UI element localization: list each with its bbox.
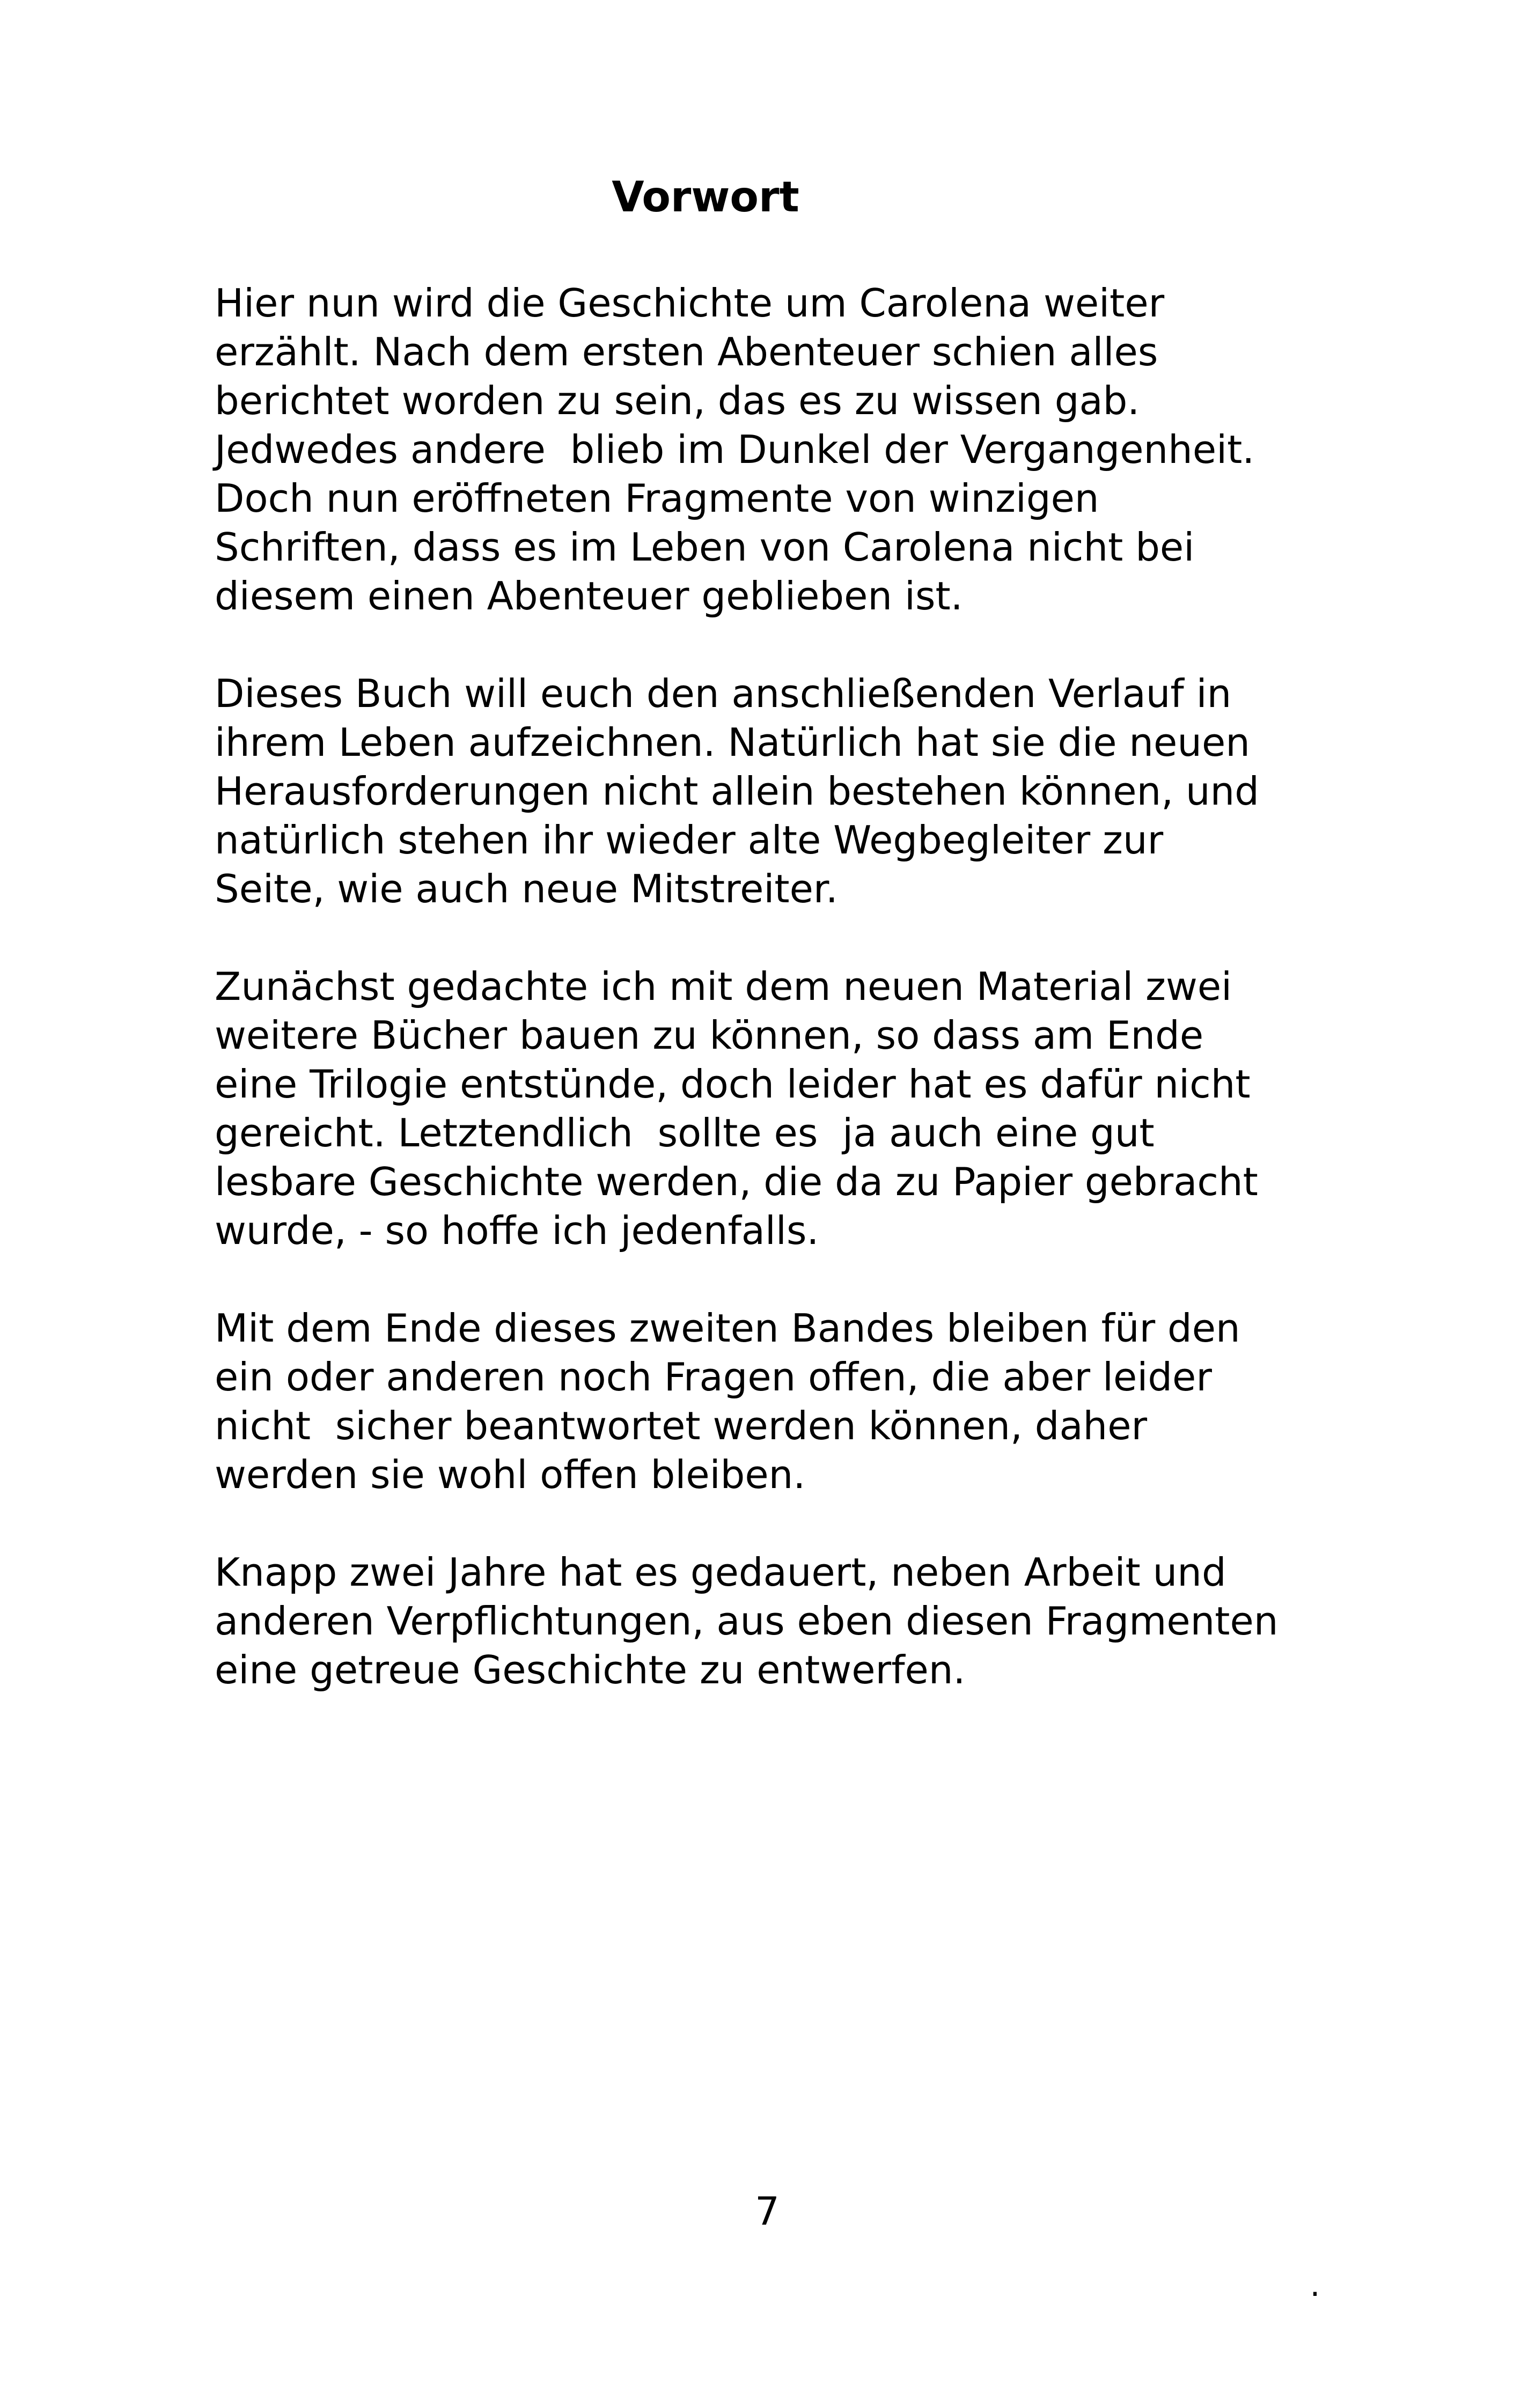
- text-line: Knapp zwei Jahre hat es gedauert, neben Arbeit und: [215, 1550, 1226, 1595]
- text-line: gereicht. Letztendlich sollte es ja auch eine gut: [215, 1110, 1155, 1155]
- text-line: Hier nun wird die Geschichte um Carolena weiter: [215, 281, 1165, 326]
- text-line: nicht sicher beantwortet werden können, daher: [215, 1403, 1148, 1448]
- text-line: eine getreue Geschichte zu entwerfen.: [215, 1647, 966, 1692]
- text-line: anderen Verpflichtungen, aus eben diesen Fragmenten: [215, 1599, 1278, 1644]
- text-line: weitere Bücher bauen zu können, so dass am Ende: [215, 1013, 1204, 1058]
- body-text: [215, 279, 1395, 1743]
- paragraph-5: [215, 1548, 1395, 1695]
- text-line: Schriften, dass es im Leben von Carolena nicht bei: [215, 525, 1195, 570]
- text-line: eine Trilogie entstünde, doch leider hat es dafür nicht: [215, 1062, 1251, 1107]
- text-line: ihrem Leben aufzeichnen. Natürlich hat sie die neuen: [215, 720, 1250, 765]
- text-line: Doch nun eröffneten Fragmente von winzigen: [215, 476, 1099, 521]
- text-line: Dieses Buch will euch den anschließenden Verlauf in: [215, 671, 1232, 716]
- text-line: Zunächst gedachte ich mit dem neuen Material zwei: [215, 964, 1232, 1009]
- text-line: ein oder anderen noch Fragen offen, die aber leider: [215, 1354, 1212, 1400]
- text-line: wurde, - so hoffe ich jedenfalls.: [215, 1208, 819, 1253]
- text-line: Seite, wie auch neue Mitstreiter.: [215, 866, 838, 911]
- text-line: Jedwedes andere blieb im Dunkel der Vergangenheit.: [215, 427, 1255, 472]
- text-line: Herausforderungen nicht allein bestehen können, und: [215, 769, 1259, 814]
- text-line: werden sie wohl offen bleiben.: [215, 1452, 806, 1497]
- paragraph-4: [215, 1304, 1395, 1499]
- text-line: diesem einen Abenteuer geblieben ist.: [215, 573, 963, 618]
- paragraph-3: [215, 962, 1395, 1255]
- text-line: lesbare Geschichte werden, die da zu Papier gebracht: [215, 1159, 1258, 1204]
- text-line: berichtet worden zu sein, das es zu wissen gab.: [215, 378, 1140, 423]
- text-line: erzählt. Nach dem ersten Abenteuer schien alles: [215, 329, 1158, 374]
- paragraph-2: [215, 669, 1395, 914]
- corner-dot: .: [1310, 2266, 1320, 2304]
- text-line: natürlich stehen ihr wieder alte Wegbegleiter zur: [215, 818, 1164, 863]
- paragraph-1: [215, 279, 1395, 621]
- text-line: Mit dem Ende dieses zweiten Bandes bleiben für den: [215, 1306, 1240, 1351]
- chapter-title: Vorwort: [612, 173, 799, 222]
- page-number: 7: [755, 2189, 780, 2234]
